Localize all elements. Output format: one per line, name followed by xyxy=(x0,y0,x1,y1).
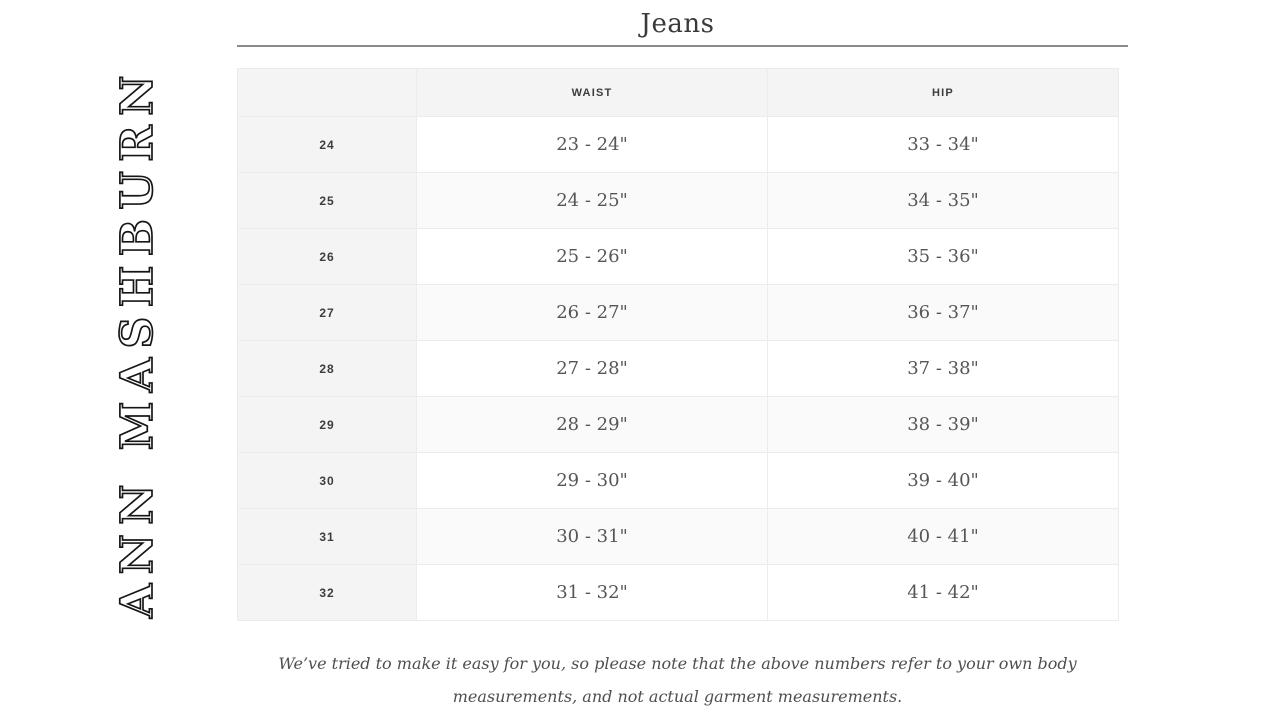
hip-cell: 40 - 41" xyxy=(768,509,1119,565)
size-cell: 30 xyxy=(238,453,417,509)
table-row xyxy=(238,341,1119,397)
waist-cell: 28 - 29" xyxy=(417,397,768,453)
column-header-hip: HIP xyxy=(768,69,1119,117)
table-header-row xyxy=(238,69,1119,117)
size-cell: 24 xyxy=(238,117,417,173)
waist-cell: 31 - 32" xyxy=(417,565,768,621)
size-cell: 27 xyxy=(238,285,417,341)
size-cell: 32 xyxy=(238,565,417,621)
brand-logo-text: ANN MASHBURN xyxy=(112,66,163,618)
size-cell: 26 xyxy=(238,229,417,285)
hip-cell: 39 - 40" xyxy=(768,453,1119,509)
waist-cell: 29 - 30" xyxy=(417,453,768,509)
table-row xyxy=(238,229,1119,285)
size-cell: 28 xyxy=(238,341,417,397)
hip-cell: 38 - 39" xyxy=(768,397,1119,453)
waist-cell: 26 - 27" xyxy=(417,285,768,341)
table-row xyxy=(238,509,1119,565)
hip-cell: 41 - 42" xyxy=(768,565,1119,621)
table-row xyxy=(238,397,1119,453)
title-divider xyxy=(237,45,1128,47)
column-header-waist: WAIST xyxy=(417,69,768,117)
waist-cell: 30 - 31" xyxy=(417,509,768,565)
hip-cell: 37 - 38" xyxy=(768,341,1119,397)
size-chart-panel xyxy=(237,0,1128,713)
table-row xyxy=(238,285,1119,341)
waist-cell: 23 - 24" xyxy=(417,117,768,173)
brand-logo xyxy=(112,66,163,618)
waist-cell: 24 - 25" xyxy=(417,173,768,229)
size-cell: 29 xyxy=(238,397,417,453)
size-chart-table xyxy=(237,68,1119,621)
size-cell: 31 xyxy=(238,509,417,565)
footnote: We’ve tried to make it easy for you, so please note that the above numbers refer to your own body measurements, and not actual garment measurements. xyxy=(278,654,1077,706)
waist-cell: 27 - 28" xyxy=(417,341,768,397)
waist-cell: 25 - 26" xyxy=(417,229,768,285)
table-row xyxy=(238,173,1119,229)
hip-cell: 34 - 35" xyxy=(768,173,1119,229)
page-title: Jeans xyxy=(640,9,715,39)
column-header-size xyxy=(238,69,417,117)
table-row xyxy=(238,453,1119,509)
size-cell: 25 xyxy=(238,173,417,229)
table-row xyxy=(238,117,1119,173)
hip-cell: 33 - 34" xyxy=(768,117,1119,173)
table-row xyxy=(238,565,1119,621)
hip-cell: 36 - 37" xyxy=(768,285,1119,341)
hip-cell: 35 - 36" xyxy=(768,229,1119,285)
